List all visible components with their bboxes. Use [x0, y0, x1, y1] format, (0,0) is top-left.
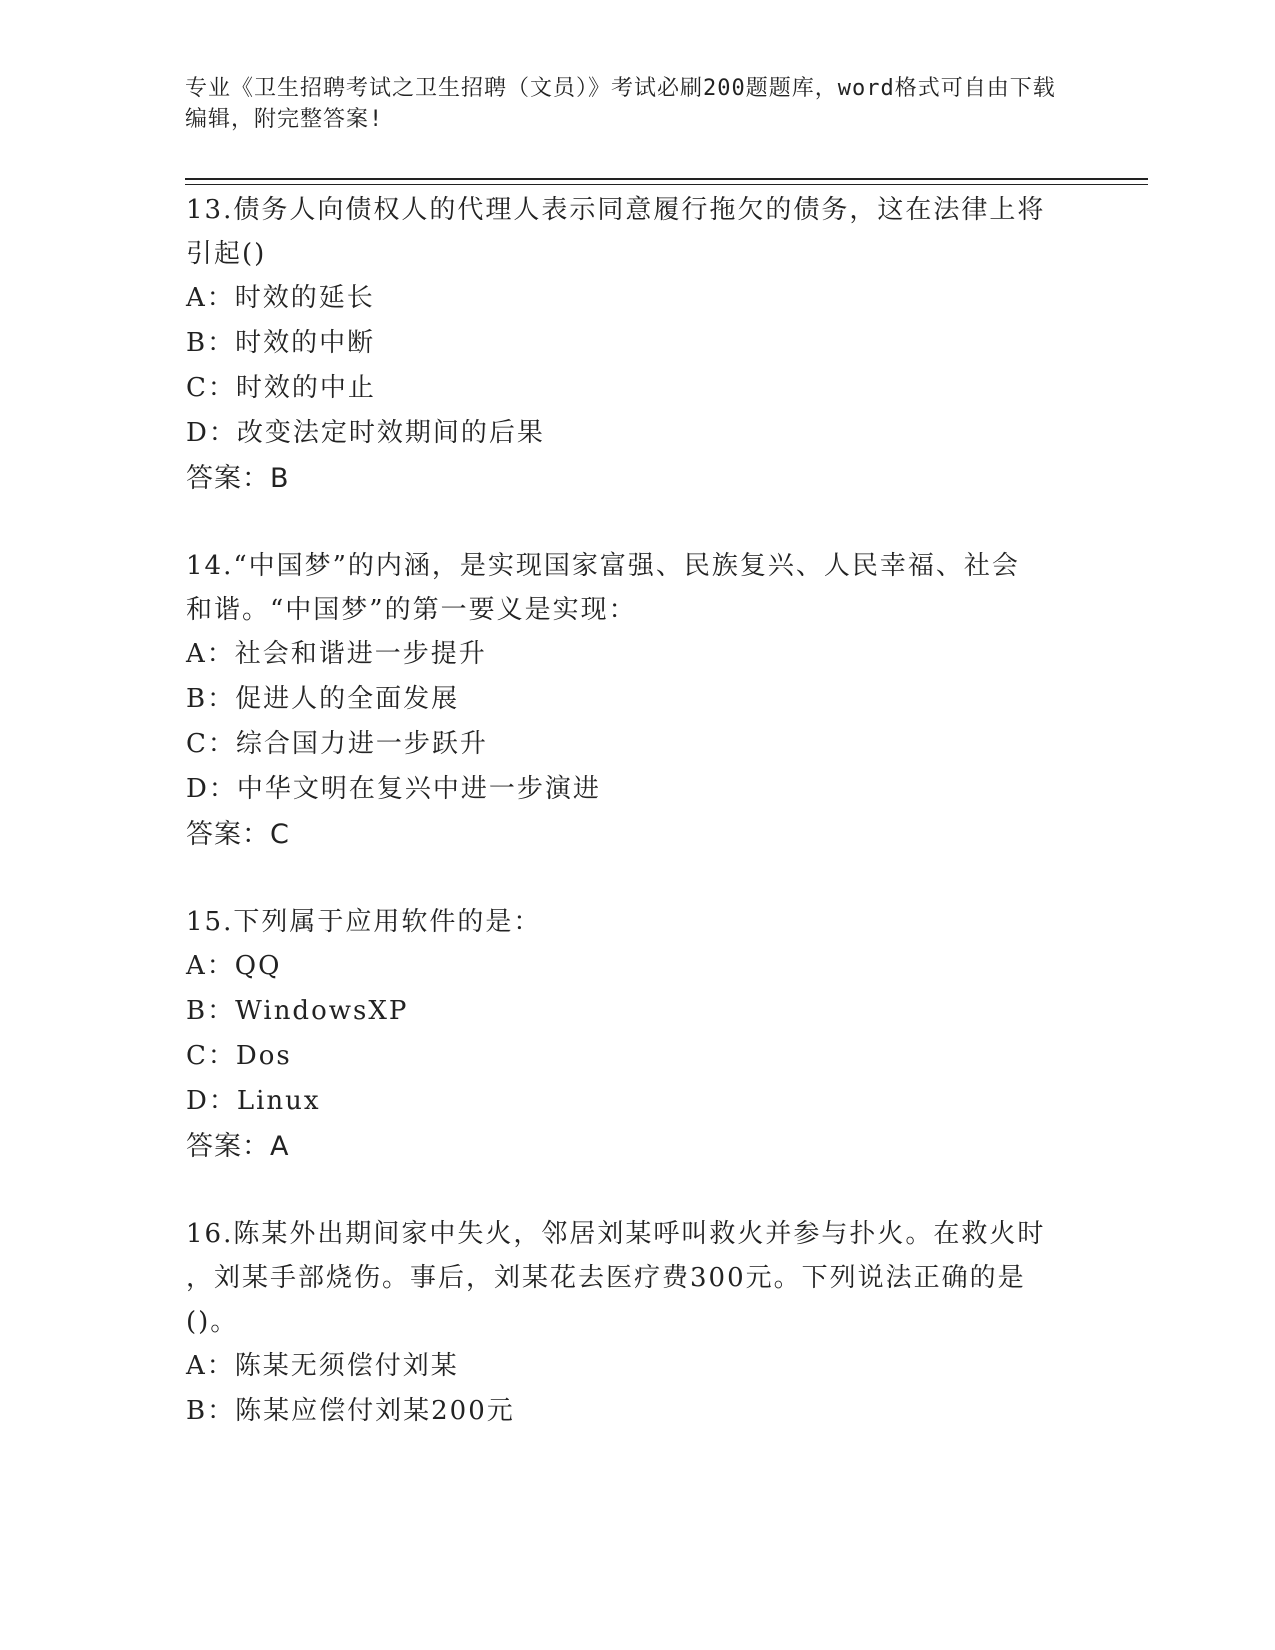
question-stem: 16.陈某外出期间家中失火，邻居刘某呼叫救火并参与扑火。在救火时 — [186, 1219, 1046, 1249]
option-a: A：QQ — [186, 951, 282, 981]
header-rule-thick — [185, 178, 1148, 180]
answer-line: 答案：A — [186, 1131, 290, 1162]
question-stem: 引起() — [186, 239, 267, 269]
answer-line: 答案：C — [186, 819, 290, 850]
question-stem: 15.下列属于应用软件的是： — [186, 907, 542, 937]
option-b: B：陈某应偿付刘某200元 — [186, 1396, 515, 1426]
option-a: A：时效的延长 — [186, 283, 375, 313]
question-15 — [186, 900, 1086, 1169]
option-d: D：改变法定时效期间的后果 — [186, 418, 545, 448]
option-c: C：综合国力进一步跃升 — [186, 729, 488, 759]
question-stem: ()。 — [186, 1307, 239, 1337]
document-header: 专业《卫生招聘考试之卫生招聘（文员）》考试必刷200题题库，word格式可自由下载编辑，附完整答案! — [185, 76, 1056, 132]
question-14 — [186, 544, 1086, 857]
header-rule-thin — [185, 184, 1148, 185]
answer-line: 答案：B — [186, 463, 290, 494]
question-stem: 13.债务人向债权人的代理人表示同意履行拖欠的债务，这在法律上将 — [186, 195, 1046, 225]
option-c: C：时效的中止 — [186, 373, 376, 403]
option-b: B：时效的中断 — [186, 328, 376, 358]
question-stem: 14.“中国梦”的内涵，是实现国家富强、民族复兴、人民幸福、社会 — [186, 551, 1020, 581]
option-c: C：Dos — [186, 1041, 292, 1071]
option-b: B：WindowsXP — [186, 996, 409, 1026]
question-stem: 和谐。“中国梦”的第一要义是实现： — [186, 595, 637, 625]
option-d: D：Linux — [186, 1086, 321, 1116]
question-list — [186, 188, 1086, 1434]
option-a: A：陈某无须偿付刘某 — [186, 1351, 459, 1381]
option-a: A：社会和谐进一步提升 — [186, 639, 487, 669]
question-16 — [186, 1212, 1086, 1434]
option-d: D：中华文明在复兴中进一步演进 — [186, 774, 601, 804]
question-stem: ，刘某手部烧伤。事后，刘某花去医疗费300元。下列说法正确的是 — [186, 1263, 1026, 1293]
question-13 — [186, 188, 1086, 501]
option-b: B：促进人的全面发展 — [186, 684, 460, 714]
